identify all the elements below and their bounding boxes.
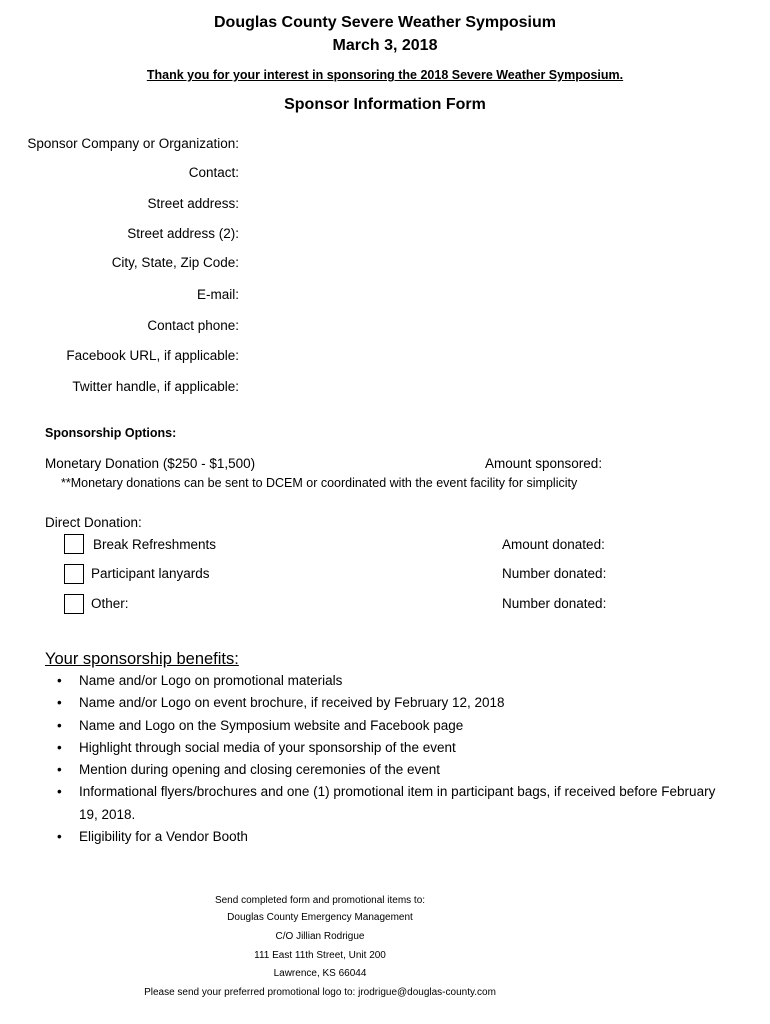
bullet-icon: • [57, 784, 62, 800]
break-refreshments-label: Break Refreshments [93, 537, 217, 552]
footer-organization: Douglas County Emergency Management [227, 912, 413, 923]
list-item: • Name and/or Logo on event brochure, if received by February 12, 2018 [57, 692, 717, 714]
bullet-icon: • [57, 695, 62, 711]
benefits-list [57, 670, 717, 848]
amount-donated-label: Amount donated: [502, 537, 605, 552]
direct-donation-label: Direct Donation: [45, 515, 142, 530]
participant-lanyards-checkbox[interactable] [64, 564, 84, 584]
field-sponsor-company: Sponsor Company or Organization: [27, 136, 239, 151]
bullet-icon: • [57, 762, 62, 778]
break-refreshments-checkbox[interactable] [64, 534, 84, 554]
amount-sponsored-label: Amount sponsored: [485, 456, 603, 471]
event-date: March 3, 2018 [332, 37, 438, 54]
footer-street: 111 East 11th Street, Unit 200 [254, 950, 386, 961]
footer-send-line: Send completed form and promotional items to: [214, 895, 426, 906]
field-facebook-url: Facebook URL, if applicable: [66, 348, 239, 363]
list-item: • Name and Logo on the Symposium website and Facebook page [57, 715, 717, 737]
bullet-icon: • [57, 717, 62, 733]
footer-attention: C/O Jillian Rodrigue [275, 931, 365, 942]
field-contact-phone: Contact phone: [147, 318, 239, 333]
field-email: E-mail: [196, 287, 239, 302]
field-city-state-zip: City, State, Zip Code: [111, 255, 239, 270]
list-item: • Informational flyers/brochures and one (1) promotional item in participant bags, if received before February 19, 2018. [57, 781, 717, 826]
footer-city: Lawrence, KS 66044 [273, 968, 367, 979]
intro-text: Thank you for your interest in sponsoring the 2018 Severe Weather Symposium. [146, 68, 624, 82]
other-label: Other: [91, 596, 129, 611]
list-item: • Eligibility for a Vendor Booth [57, 826, 717, 848]
list-item: • Highlight through social media of your sponsorship of the event [57, 737, 717, 759]
monetary-note: **Monetary donations can be sent to DCEM or coordinated with the event facility for simplicity [61, 476, 578, 490]
field-contact: Contact: [188, 165, 239, 180]
bullet-icon: • [57, 673, 62, 688]
bullet-icon: • [57, 739, 62, 755]
field-street-address: Street address: [147, 196, 239, 211]
document-title: Douglas County Severe Weather Symposium [213, 14, 556, 31]
number-donated-label: Number donated: [502, 566, 607, 581]
list-item: • Mention during opening and closing ceremonies of the event [57, 759, 717, 781]
footer-logo-email: Please send your preferred promotional logo to: jrodrigue@douglas-county.com [144, 987, 496, 998]
benefits-heading: Your sponsorship benefits: [45, 650, 239, 668]
monetary-donation-label: Monetary Donation ($250 - $1,500) [45, 456, 256, 471]
list-item: • Name and/or Logo on promotional materials [57, 670, 717, 692]
other-checkbox[interactable] [64, 594, 84, 614]
bullet-icon: • [57, 829, 62, 845]
sponsorship-options-heading: Sponsorship Options: [45, 426, 177, 440]
field-twitter-handle: Twitter handle, if applicable: [72, 379, 239, 394]
field-street-address-2: Street address (2): [127, 226, 239, 241]
number-donated-label: Number donated: [502, 596, 607, 611]
form-title: Sponsor Information Form [284, 96, 486, 113]
participant-lanyards-label: Participant lanyards [91, 566, 210, 581]
